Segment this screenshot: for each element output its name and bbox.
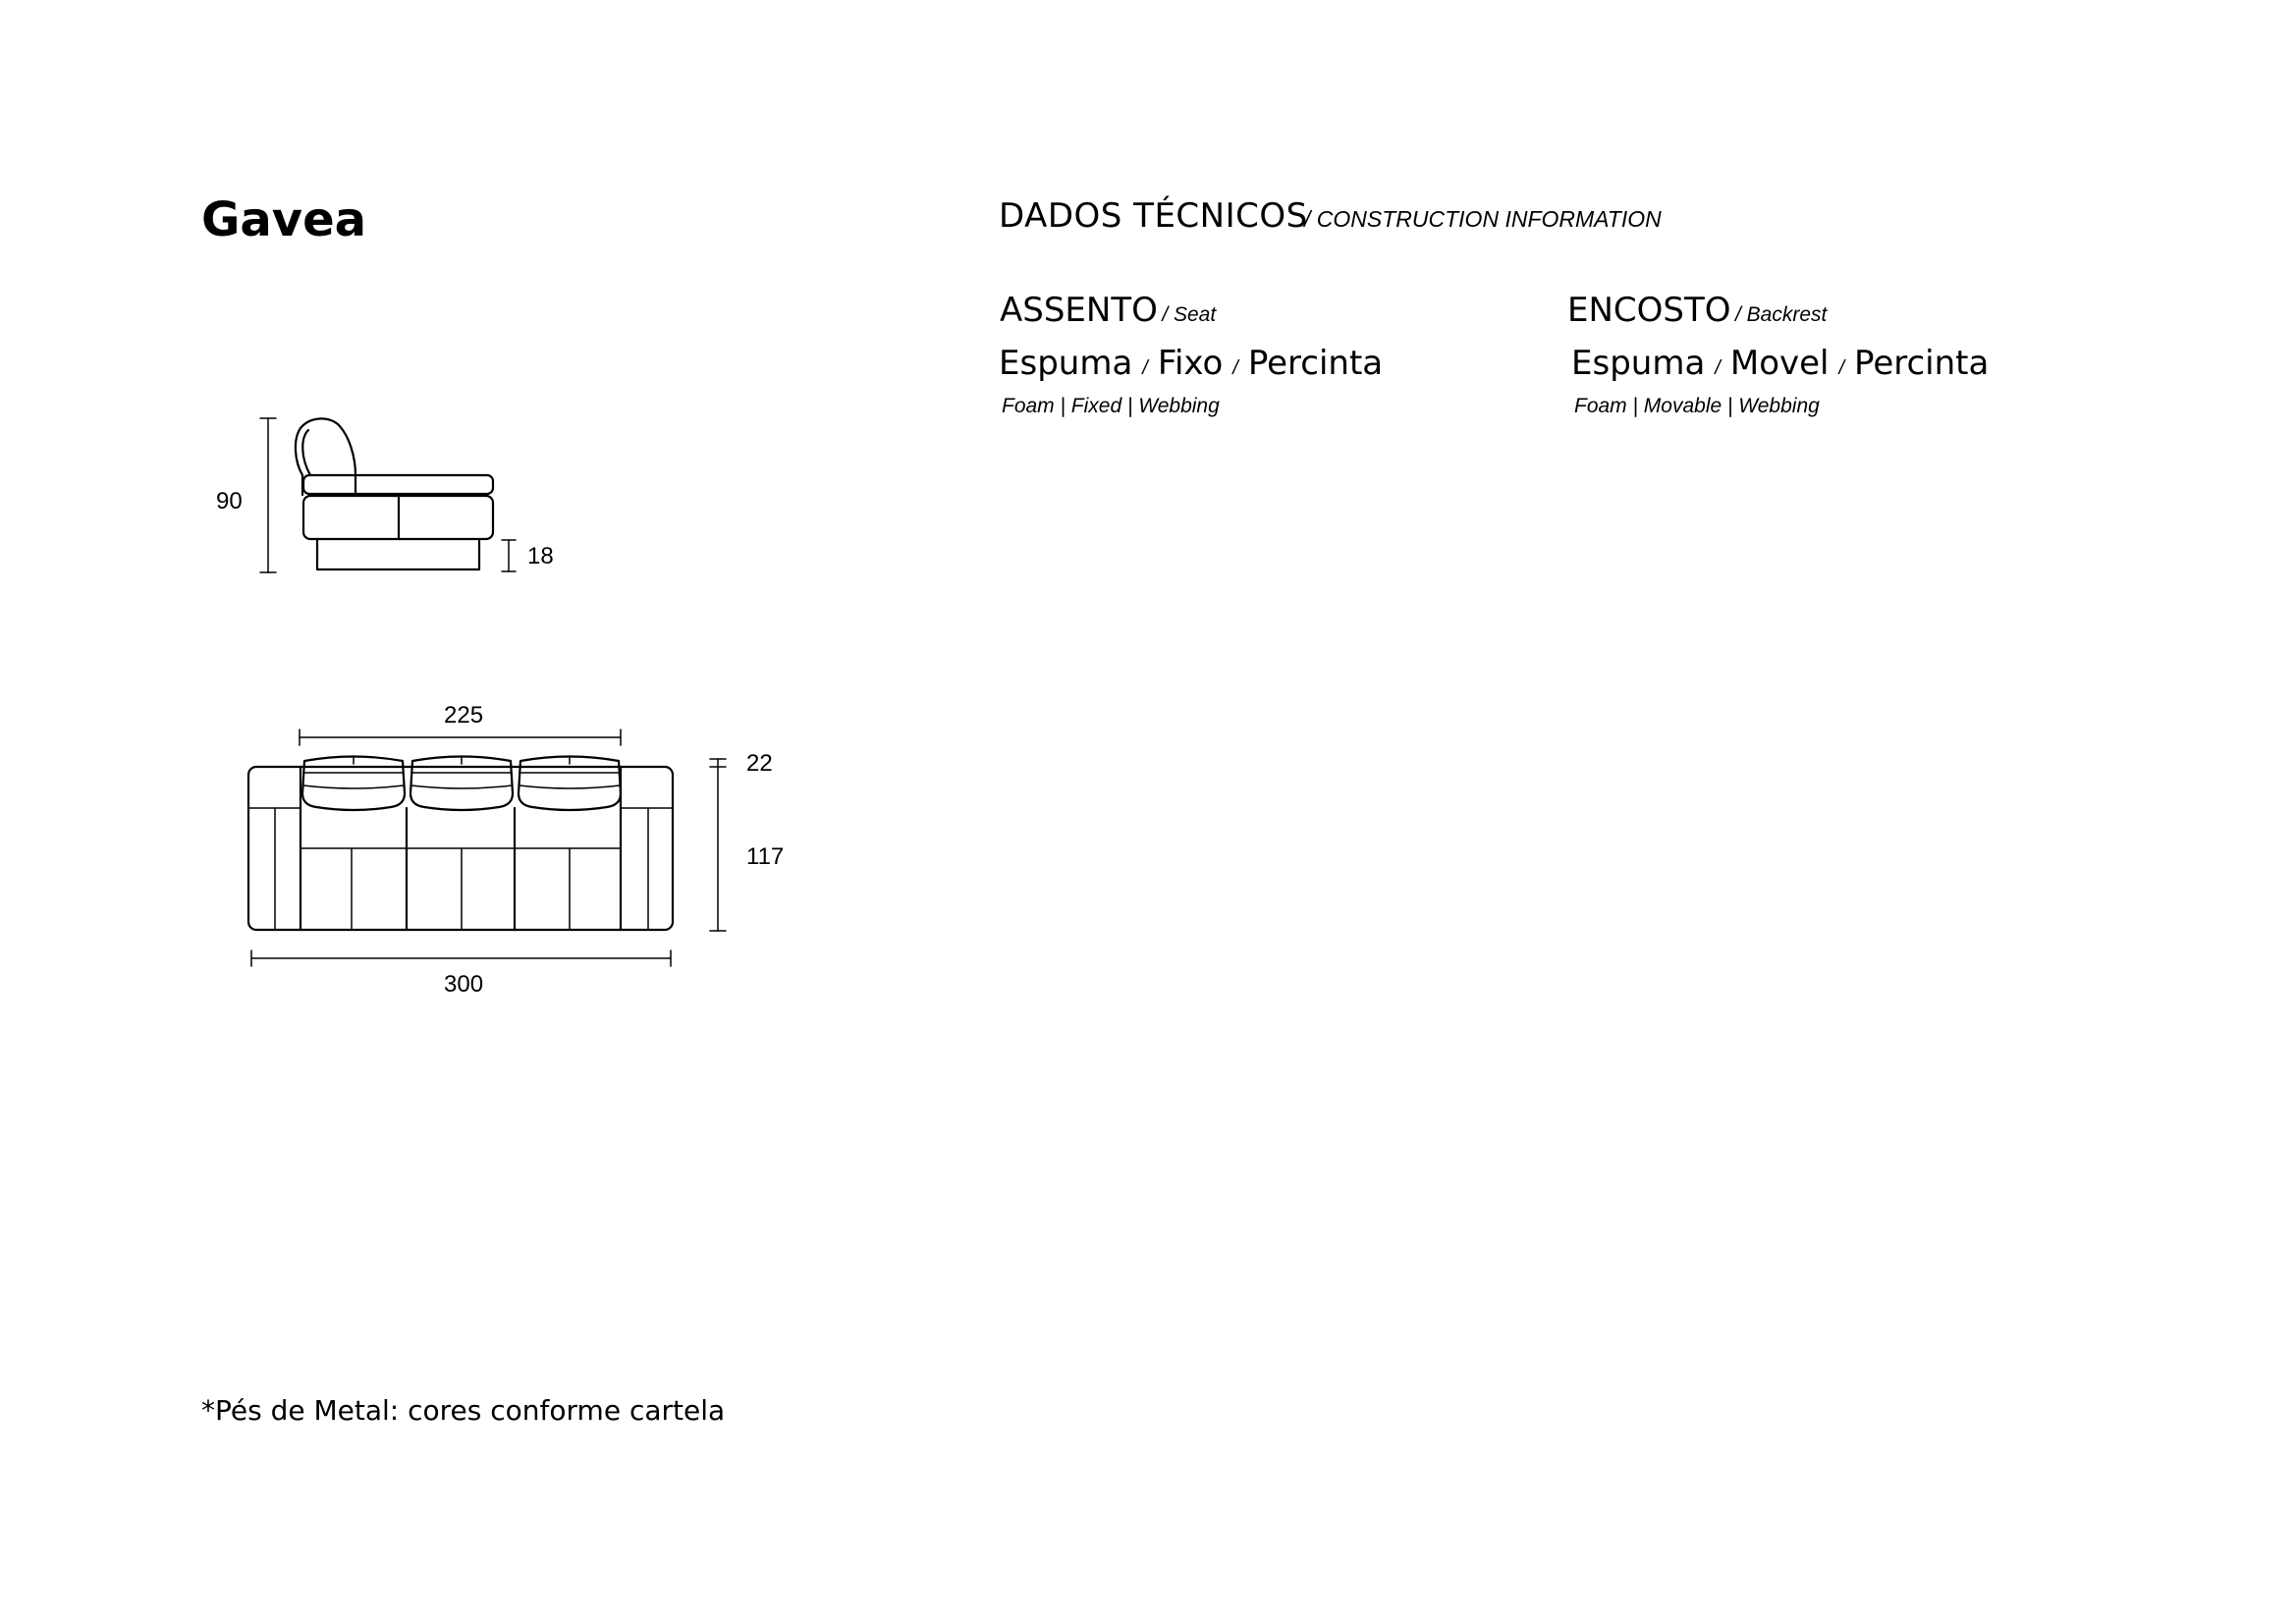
backrest-material-1: Espuma xyxy=(1571,344,1706,383)
backrest-separator-2: / xyxy=(1838,357,1845,379)
seat-material-3: Percinta xyxy=(1247,344,1384,383)
dim-seat-width: 225 xyxy=(444,702,484,729)
back-cushion-3 xyxy=(519,756,621,810)
seat-materials-en: Foam | Fixed | Webbing xyxy=(1002,395,1220,417)
backrest-materials-en: Foam | Movable | Webbing xyxy=(1574,395,1820,417)
side-backrest xyxy=(296,418,355,475)
seat-material-2: Fixo xyxy=(1157,344,1224,383)
dim-side-height: 90 xyxy=(216,488,243,514)
backrest-separator-1: / xyxy=(1715,357,1721,379)
side-seat-cushion xyxy=(303,475,493,494)
footnote: *Pés de Metal: cores conforme cartela xyxy=(201,1394,726,1427)
side-view-drawing xyxy=(260,418,516,572)
seat-material-1: Espuma xyxy=(999,344,1133,383)
technical-heading: DADOS TÉCNICOS xyxy=(999,196,1308,236)
seat-separator-2: / xyxy=(1232,357,1238,379)
top-view-drawing xyxy=(248,730,726,966)
backrest-material-2: Movel xyxy=(1729,344,1830,383)
back-cushion-1 xyxy=(302,756,405,810)
product-title: Gavea xyxy=(201,192,367,247)
technical-heading-en: / CONSTRUCTION INFORMATION xyxy=(1304,206,1662,232)
backrest-label-en: / Backrest xyxy=(1734,303,1828,326)
dim-total-width: 300 xyxy=(444,971,484,998)
side-plinth xyxy=(317,539,479,569)
dim-seat-depth: 117 xyxy=(746,843,785,870)
seat-label-en: / Seat xyxy=(1162,303,1217,326)
backrest-label: ENCOSTO xyxy=(1567,291,1731,330)
dim-base-height: 18 xyxy=(527,543,554,569)
backrest-material-3: Percinta xyxy=(1854,344,1990,383)
seat-label: ASSENTO xyxy=(1000,291,1158,330)
back-cushion-2 xyxy=(410,756,513,810)
dim-back-depth: 22 xyxy=(746,750,773,777)
seat-separator-1: / xyxy=(1142,357,1148,379)
